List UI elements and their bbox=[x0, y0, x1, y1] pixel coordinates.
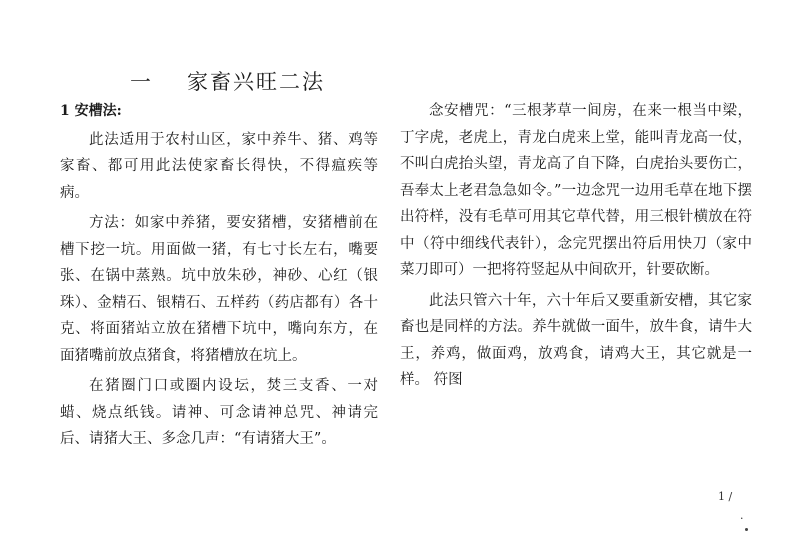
paragraph: 方法：如家中养猪，要安猪槽，安猪槽前在槽下挖一坑。用面做一猪，有七寸长左右，嘴要张、在锅中蒸熟。坑中放朱砂，神砂、心红（银珠）、金精石、银精石、五样药（药店都有）各十克、将面猪站立放在猪槽下坑中，嘴向东方，在面猪嘴前放点猪食，将猪槽放在坑上。 bbox=[60, 215, 378, 364]
section-heading: 1 安槽法: bbox=[60, 103, 122, 119]
left-column bbox=[60, 98, 378, 457]
chapter-title-text: 家畜兴旺二法 bbox=[187, 70, 325, 94]
chapter-title bbox=[130, 66, 325, 96]
right-column bbox=[400, 98, 752, 398]
scan-mark: · bbox=[740, 512, 744, 525]
paragraph: 在猪圈门口或圈内设坛，焚三支香、一对蜡、烧点纸钱。请神、可念请神总咒、神请完后、请猪大王、多念几声：“有请猪大王”。 bbox=[60, 378, 378, 447]
page-number-mark: 1 / bbox=[718, 490, 733, 503]
scan-speck bbox=[745, 528, 748, 531]
paragraph: 念安槽咒：“三根茅草一间房，在来一根当中梁，丁字虎，老虎上，青龙白虎来上堂，能叫青龙高一仗，不叫白虎抬头望，青龙高了自下降，白虎抬头要伤亡，吾奉太上老君急急如令。”一边念咒一边用毛草在地下摆出符样，没有毛草可用其它草代替，用三根针横放在符中（符中细线代表针），念完咒摆出符后用快刀（家中菜刀即可）一把将符竖起从中间砍开，针要砍断。 bbox=[400, 103, 752, 278]
chapter-number: 一 bbox=[130, 70, 153, 94]
paragraph: 此法只管六十年，六十年后又要重新安槽，其它家畜也是同样的方法。养牛就做一面牛，放牛食，请牛大王，养鸡，做面鸡，放鸡食，请鸡大王，其它就是一样。 符图 bbox=[400, 292, 752, 388]
paragraph: 此法适用于农村山区，家中养牛、猪、鸡等家畜、都可用此法使家畜长得快，不得瘟疾等病。 bbox=[60, 131, 378, 201]
